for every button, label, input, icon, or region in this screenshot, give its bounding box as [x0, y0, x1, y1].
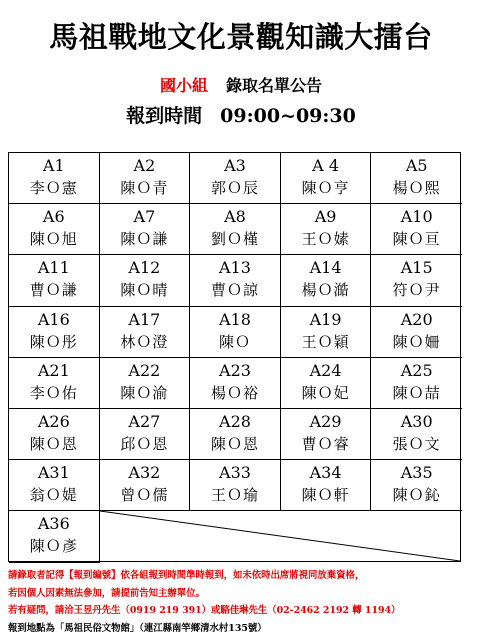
roster-cell	[9, 204, 100, 255]
roster-cell	[190, 358, 281, 409]
roster-cell	[100, 153, 191, 204]
roster-cell	[9, 153, 100, 204]
entry-code: A15	[400, 258, 433, 278]
entry-name: 陳Ｏ亘	[392, 230, 441, 249]
roster-cell	[190, 409, 281, 460]
roster-cell	[100, 409, 191, 460]
checkin-label: 報到時間	[126, 105, 203, 127]
entry-code: A31	[37, 463, 70, 483]
note-line: 若因個人因素無法參加，請提前告知主辦單位。	[8, 587, 205, 599]
roster-cell	[371, 307, 462, 358]
entry-name: 劉Ｏ槿	[210, 230, 259, 249]
entry-code: A13	[219, 258, 251, 278]
entry-code: A14	[309, 258, 342, 278]
roster-cell	[9, 511, 100, 562]
entry-name: 陳Ｏ旭	[29, 230, 78, 249]
empty-cell-crossed	[100, 511, 460, 561]
entry-code: A23	[219, 360, 251, 380]
roster-cell	[100, 460, 191, 511]
entry-name: 林Ｏ澄	[120, 332, 169, 351]
entry-name: 王Ｏ穎	[301, 332, 350, 351]
entry-name: 陳Ｏ青	[120, 179, 169, 197]
note-line: 請錄取者記得【報到編號】依各組報到時間準時報到，如未依時出席將視同放棄資格，	[8, 570, 365, 581]
roster-cell	[9, 460, 100, 511]
entry-name: 楊Ｏ裕	[210, 383, 259, 402]
entry-code: A21	[37, 360, 70, 380]
entry-code: A17	[128, 309, 161, 329]
roster-cell	[281, 460, 372, 511]
roster-cell	[281, 358, 372, 409]
entry-name: 李Ｏ佑	[29, 383, 78, 402]
entry-code: A29	[309, 412, 342, 431]
entry-name: 邱Ｏ恩	[120, 435, 169, 453]
entry-name: 陳Ｏ姍	[392, 332, 441, 351]
page-title: 馬祖戰地文化景觀知識大擂台	[49, 20, 433, 54]
entry-code: A1	[42, 156, 65, 175]
roster-cell	[100, 358, 191, 409]
entry-code: A28	[219, 412, 251, 431]
entry-code: A6	[42, 207, 65, 227]
checkin-time-line	[0, 104, 482, 128]
entry-code: A27	[128, 412, 161, 431]
entry-code: A9	[314, 207, 337, 227]
entry-name: 陳Ｏ軒	[301, 486, 350, 505]
group-label: 國小組	[159, 76, 208, 95]
entry-code: A 4	[312, 156, 339, 175]
roster-cell	[371, 153, 462, 204]
roster-cell	[100, 204, 191, 255]
subtitle	[0, 76, 482, 96]
roster-cell	[371, 460, 462, 511]
entry-name: 張Ｏ文	[392, 435, 441, 453]
entry-name: 楊Ｏ熙	[392, 179, 441, 197]
entry-code: A33	[219, 463, 251, 483]
entry-code: A24	[309, 360, 342, 380]
entry-name: 陳Ｏ渝	[120, 383, 169, 402]
roster-cell	[190, 153, 281, 204]
entry-code: A36	[37, 514, 70, 534]
entry-name: 王Ｏ瑜	[210, 486, 259, 505]
entry-name: 陳Ｏ妃	[301, 383, 350, 402]
entry-code: A32	[128, 463, 161, 483]
roster-cell	[371, 358, 462, 409]
roster-cell	[281, 153, 372, 204]
roster-cell	[281, 204, 372, 255]
entry-code: A18	[219, 309, 251, 329]
entry-name: 陳Ｏ鈊	[392, 486, 441, 505]
roster-cell	[281, 307, 372, 358]
entry-code: A7	[133, 207, 156, 227]
entry-code: A20	[400, 309, 433, 329]
diagonal-line	[100, 511, 460, 561]
entry-name: 陳Ｏ喆	[392, 383, 441, 402]
entry-code: A2	[133, 156, 156, 175]
roster-table	[8, 152, 461, 562]
entry-name: 曹Ｏ諒	[210, 281, 259, 300]
roster-cell	[281, 409, 372, 460]
entry-name: 陳Ｏ晴	[120, 281, 169, 300]
entry-name: 陳Ｏ恩	[29, 435, 78, 453]
roster-cell	[190, 204, 281, 255]
roster-cell	[9, 409, 100, 460]
announcement-label: 錄取名單公告	[226, 76, 323, 95]
roster-cell	[281, 255, 372, 306]
roster-cell	[190, 307, 281, 358]
roster-cell	[190, 255, 281, 306]
entry-code: A25	[400, 360, 433, 380]
entry-code: A12	[128, 258, 161, 278]
entry-name: 陳Ｏ恩	[210, 435, 259, 453]
note-line: 報到地點為「馬祖民俗文物館」（連江縣南竿鄉清水村135號）	[8, 622, 267, 634]
entry-name: 陳Ｏ彤	[29, 332, 78, 351]
entry-code: A5	[405, 156, 428, 175]
entry-code: A34	[309, 463, 342, 483]
roster-cell	[371, 409, 462, 460]
entry-name: 李Ｏ憲	[29, 179, 78, 197]
entry-name: 翁Ｏ媞	[29, 486, 78, 505]
entry-name: 曾Ｏ儒	[120, 486, 169, 505]
roster-cell	[9, 307, 100, 358]
entry-code: A35	[400, 463, 433, 483]
roster-cell	[190, 460, 281, 511]
entry-name: 郭Ｏ辰	[210, 179, 259, 197]
roster-cell	[371, 204, 462, 255]
entry-name: 符Ｏ尹	[392, 281, 441, 300]
entry-code: A3	[224, 156, 246, 175]
entry-name: 陳Ｏ	[218, 332, 251, 351]
entry-name: 陳Ｏ亨	[301, 179, 350, 197]
entry-code: A22	[128, 360, 161, 380]
notes	[8, 567, 478, 637]
roster-cell	[100, 307, 191, 358]
entry-code: A30	[400, 412, 433, 431]
roster-cell	[9, 255, 100, 306]
entry-code: A10	[400, 207, 433, 227]
checkin-time: 09:00~09:30	[220, 105, 356, 127]
entry-name: 曹Ｏ謙	[29, 281, 78, 300]
roster-cell	[371, 255, 462, 306]
entry-code: A8	[224, 207, 246, 227]
entry-code: A19	[309, 309, 342, 329]
entry-name: 曹Ｏ睿	[301, 435, 350, 453]
note-line: 若有疑問，請洽王昱丹先生（0919 219 391）或駱佳琳先生（02-2462 2192 轉 1194）	[8, 605, 401, 616]
entry-name: 陳Ｏ彥	[29, 537, 78, 556]
entry-name: 王Ｏ嫊	[301, 230, 350, 249]
entry-code: A26	[37, 412, 70, 431]
entry-code: A16	[37, 309, 70, 329]
roster-cell	[9, 358, 100, 409]
entry-name: 楊Ｏ澔	[301, 281, 350, 300]
entry-name: 陳Ｏ謙	[120, 230, 169, 249]
entry-code: A11	[37, 258, 70, 278]
roster-cell	[100, 255, 191, 306]
